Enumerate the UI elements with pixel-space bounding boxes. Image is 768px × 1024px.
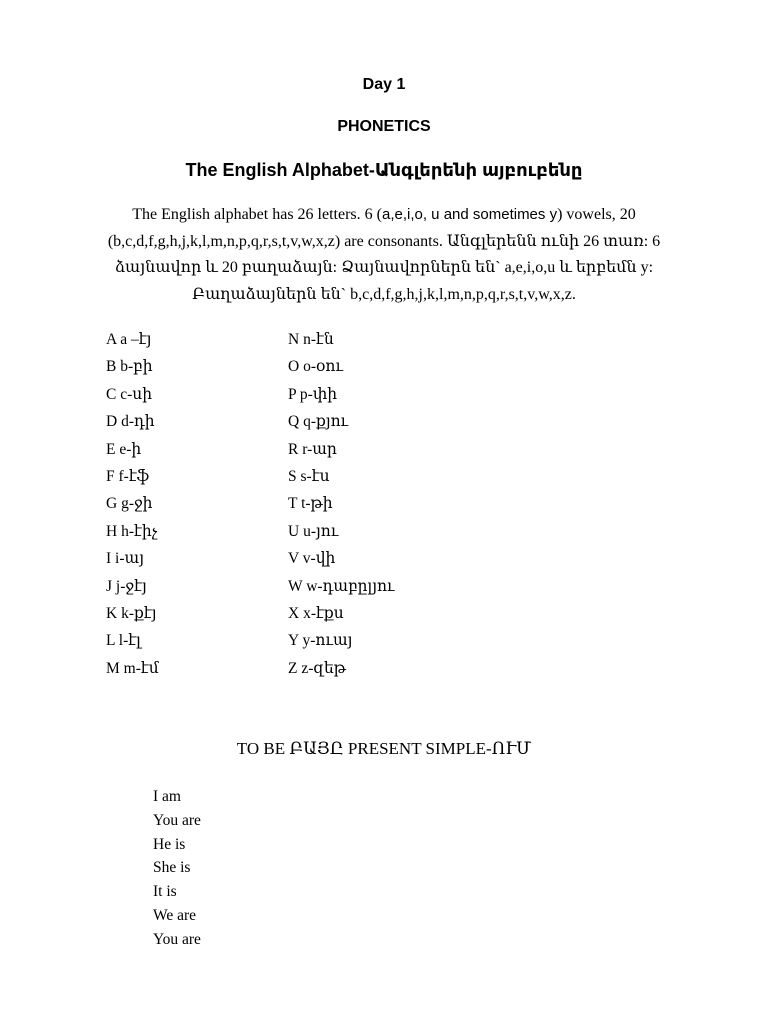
- pronoun-you-are-plural: You are: [153, 930, 201, 948]
- letter-r: R r-ար: [288, 440, 337, 458]
- letter-s: S s-էս: [288, 468, 330, 486]
- letter-i: I i-այ: [106, 550, 145, 568]
- intro-paragraph: [100, 202, 668, 308]
- pronoun-she-is: She is: [153, 859, 191, 877]
- letter-a: A a –էյ: [106, 331, 152, 348]
- alphabet-title: The English Alphabet-Անգլերենի այբուբենը: [185, 160, 583, 180]
- pronoun-list: [153, 785, 201, 952]
- letter-l: L l-էլ: [106, 632, 141, 650]
- pronoun-we-are: We are: [153, 906, 197, 924]
- letter-p: P p-փի: [288, 385, 338, 403]
- letter-x: X x-էքս: [288, 605, 344, 623]
- letter-h: H h-էիչ: [106, 522, 158, 540]
- letter-v: V v-վի: [288, 550, 336, 568]
- intro-text-rest: ) vowels, 20 (b,c,d,f,g,h,j,k,l,m,n,p,q,r,s,t,v,w,x,z) are consonants. Անգլերենն ունի 26 տառ: 6 ձայնավոր և 20 բաղաձայն: Ձայնավորներն են` a,e,i,o,u և երբեմն y: Բաղաձայներն են` b,c,d,f,g,h,j,k,l,m,n,p,q,r,s,t,v,w,x,z.: [107, 206, 661, 303]
- letter-e: E e-ի: [106, 440, 142, 458]
- letter-c: C c-սի: [106, 385, 153, 403]
- intro-text-start: The English alphabet has 26 letters. 6 (: [132, 206, 382, 223]
- to-be-title: TO BE ԲԱՅԸ PRESENT SIMPLE-ՈՒՄ: [236, 739, 532, 758]
- letter-g: G g-ջի: [106, 495, 153, 513]
- pronoun-it-is: It is: [153, 883, 177, 901]
- day-title: Day 1: [362, 76, 406, 93]
- letters-column-left: [106, 326, 159, 682]
- letter-q: Q q-քյու: [288, 413, 349, 431]
- letter-j: J j-ջէյ: [106, 577, 147, 595]
- letter-d: D d-դի: [106, 413, 155, 431]
- letter-u: U u-յու: [288, 522, 339, 540]
- section-title: PHONETICS: [337, 118, 431, 135]
- letter-b: B b-բի: [106, 358, 153, 376]
- letter-n: N n-էն: [288, 331, 334, 348]
- pronoun-he-is: He is: [153, 835, 186, 853]
- pronoun-you-are: You are: [153, 811, 201, 829]
- letter-f: F f-էֆ: [106, 468, 150, 486]
- letter-z: Z z-զեթ: [288, 659, 347, 677]
- letter-t: T t-թի: [288, 495, 333, 513]
- letters-column-right: [288, 326, 395, 682]
- pronoun-i-am: I am: [153, 788, 181, 805]
- letter-o: O o-օու: [288, 358, 343, 376]
- letter-w: W w-դաբըլյու: [288, 577, 395, 595]
- letter-k: K k-քէյ: [106, 605, 157, 623]
- letter-m: M m-էմ: [106, 659, 159, 677]
- intro-vowels: a,e,i,o, u and sometimes y: [381, 206, 558, 223]
- letter-y: Y y-ուայ: [288, 632, 353, 650]
